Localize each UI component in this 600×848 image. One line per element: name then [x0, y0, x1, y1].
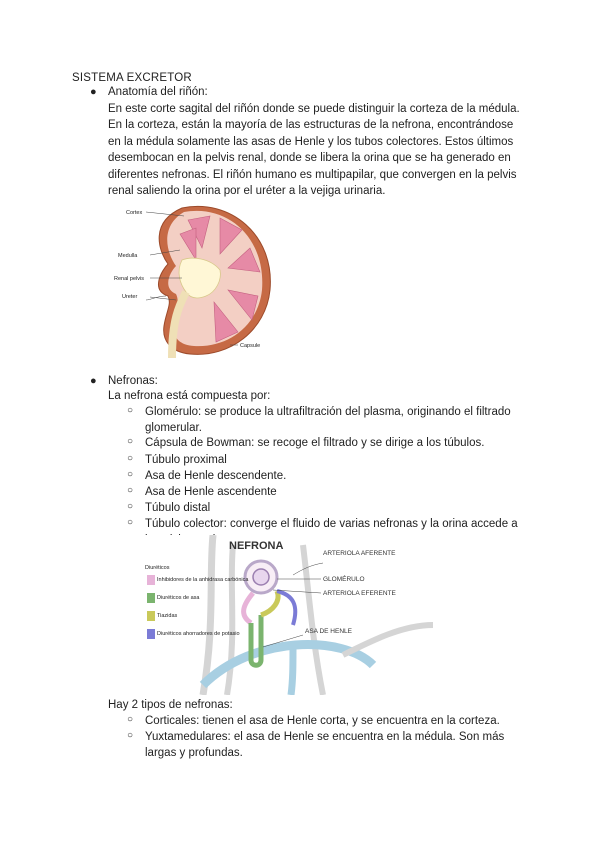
list-item: Corticales: tienen el asa de Henle corta, y se encuentra en la corteza.	[145, 715, 500, 727]
list-item: Glomérulo: se produce la ultrafiltración del plasma, originando el filtrado glomerular.	[145, 406, 511, 435]
section3-intro: Hay 2 tipos de nefronas:	[108, 699, 233, 711]
bullet-circle: ○	[127, 405, 134, 416]
list-item: Asa de Henle ascendente	[145, 486, 277, 498]
list-item: Yuxtamedulares: el asa de Henle se encuentra en la médula. Son más largas y profundas.	[145, 731, 505, 760]
bullet-circle: ○	[127, 501, 134, 512]
legend-text: Tiazidas	[157, 613, 178, 619]
bullet-circle: ○	[127, 436, 134, 447]
nephron-figure	[143, 535, 453, 695]
label-renal-pelvis: Renal pelvis	[114, 276, 144, 282]
legend-swatch	[147, 629, 155, 639]
bullet-circle: ○	[127, 714, 134, 725]
label-ureter: Ureter	[122, 294, 138, 300]
section2-heading: Nefronas:	[108, 375, 158, 387]
legend-swatch	[147, 575, 155, 585]
nephron-title: NEFRONA	[229, 540, 284, 552]
section1-paragraph: En este corte sagital del riñón donde se puede distinguir la corteza de la médula. En la corteza, están la mayoría de las estructuras de la nefrona, encontrándose en la médula solamente las asas de Henle y los tubos colectores. Estos últimos desembocan en la pelvis renal, donde se libera la orina que se ha generado en diferentes nefronas. El riñón humano es multipapilar, que convergen en la pelvis renal saliendo la orina por el uréter a la vejiga urinaria.	[108, 103, 520, 198]
label-efferent: ARTERIOLA EFERENTE	[323, 590, 396, 597]
label-cortex: Cortex	[126, 210, 143, 216]
list-item: Túbulo proximal	[145, 454, 227, 466]
bullet-circle: ○	[127, 517, 134, 528]
list-item: Asa de Henle descendente.	[145, 470, 287, 482]
label-afferent: ARTERIOLA AFERENTE	[323, 550, 396, 557]
bullet-dot: ●	[90, 375, 97, 387]
document-title: SISTEMA EXCRETOR	[72, 72, 192, 84]
legend-title: Diuréticos	[145, 565, 170, 571]
label-capsule: Capsule	[240, 343, 261, 349]
section2-intro: La nefrona está compuesta por:	[108, 390, 271, 402]
legend-swatch	[147, 593, 155, 603]
legend-text: Diuréticos de asa	[157, 595, 200, 601]
bullet-dot: ●	[90, 86, 97, 98]
label-loop-henle: ASA DE HENLE	[305, 628, 352, 635]
list-item: Túbulo distal	[145, 502, 211, 514]
kidney-figure	[110, 200, 280, 358]
legend-text: Inhibidores de la anhidrasa carbónica	[157, 577, 249, 583]
label-glomerulus: GLOMÉRULO	[323, 576, 365, 583]
list-item: Túbulo colector: converge el fluido de varias nefronas y la orina accede a	[145, 518, 518, 530]
bullet-circle: ○	[127, 469, 134, 480]
list-item: Cápsula de Bowman: se recoge el filtrado y se dirige a los túbulos.	[145, 437, 485, 449]
legend-text: Diuréticos ahorradores de potasio	[157, 631, 240, 637]
bullet-circle: ○	[127, 730, 134, 741]
legend-swatch	[147, 611, 155, 621]
bullet-circle: ○	[127, 485, 134, 496]
bullet-circle: ○	[127, 453, 134, 464]
label-medulla: Medulla	[118, 253, 138, 259]
section1-heading: Anatomía del riñón:	[108, 86, 208, 98]
